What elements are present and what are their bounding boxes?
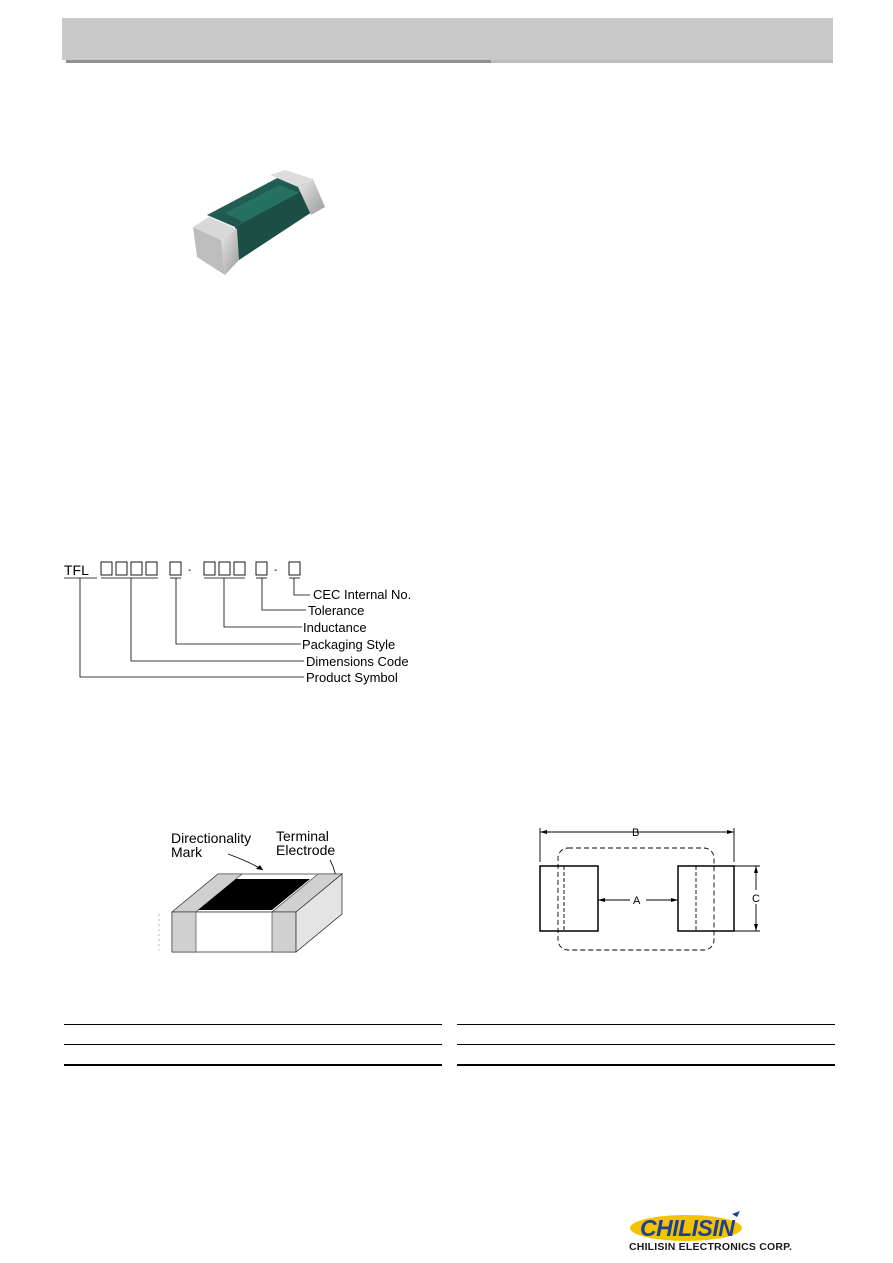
- table-rule: [64, 1044, 442, 1045]
- dim-b-label: B: [632, 827, 640, 839]
- table-left: [64, 1024, 442, 1066]
- table-rule: [64, 1024, 442, 1025]
- code-box: [170, 562, 181, 575]
- label-internal-no: CEC Internal No.: [313, 587, 412, 602]
- code-box: [116, 562, 127, 575]
- code-box: [101, 562, 112, 575]
- label-terminal-1: Terminal: [276, 828, 329, 844]
- chip-electrode-left: [540, 866, 598, 931]
- chip-photo: [185, 165, 335, 285]
- terminal-left: [172, 912, 196, 952]
- table-rule: [457, 1024, 835, 1025]
- code-box: [289, 562, 300, 575]
- svg-text:CHILISIN: CHILISIN: [640, 1215, 735, 1241]
- dimension-figure: [528, 822, 778, 957]
- label-packaging: Packaging Style: [302, 637, 396, 652]
- dim-a-label: A: [633, 895, 641, 907]
- label-dimensions: Dimensions Code: [306, 654, 409, 669]
- code-box: [204, 562, 215, 575]
- label-direction-2: Mark: [171, 844, 203, 860]
- label-terminal-2: Electrode: [276, 842, 336, 858]
- table-right: [457, 1024, 835, 1066]
- header-bar: [62, 18, 833, 60]
- dash-separator: -: [274, 565, 278, 576]
- code-box: [234, 562, 245, 575]
- table-rule: [457, 1064, 835, 1066]
- terminal-right: [272, 912, 296, 952]
- structure-figure: [150, 822, 360, 962]
- code-box: [131, 562, 142, 575]
- table-rule: [457, 1044, 835, 1045]
- chip-electrode-right: [678, 866, 734, 931]
- part-code-diagram: [64, 556, 444, 691]
- code-box: [256, 562, 267, 575]
- code-box: [219, 562, 230, 575]
- label-product: Product Symbol: [306, 670, 398, 685]
- company-name: CHILISIN ELECTRONICS CORP.: [629, 1241, 793, 1253]
- table-rule: [64, 1064, 442, 1066]
- code-box: [146, 562, 157, 575]
- label-inductance: Inductance: [303, 620, 367, 635]
- label-direction-1: Directionality: [171, 830, 252, 846]
- dim-c-label: C: [752, 893, 760, 905]
- code-prefix: TFL: [64, 562, 89, 578]
- label-tolerance: Tolerance: [308, 603, 365, 618]
- header-rule-accent: [66, 60, 491, 63]
- dash-separator: -: [188, 565, 192, 576]
